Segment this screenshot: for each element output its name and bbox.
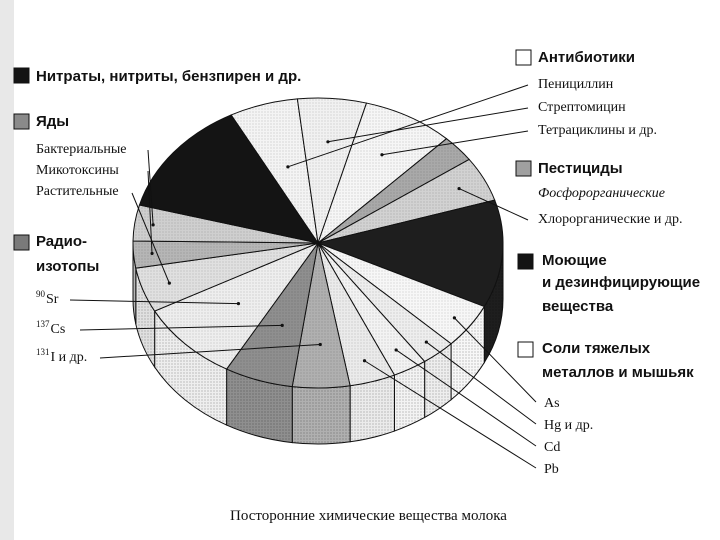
legend-sub-hg: Hg и др.: [544, 418, 594, 433]
scan-edge: [0, 0, 14, 540]
chart-title: Посторонние химические вещества молока: [230, 508, 507, 524]
legend-swatch-detergents: [518, 254, 533, 269]
leader-dot-7: [168, 282, 171, 285]
legend-sub-cs137: $^{137}$Cs: [36, 319, 66, 337]
leader-dot-4: [457, 187, 460, 190]
legend-sub-mycotoxins: Микотоксины: [36, 163, 119, 178]
legend-sub-cd: Cd: [544, 440, 561, 455]
legend-label-pesticides: Пестициды: [538, 160, 623, 177]
legend-sub-sr90: $^{90}$Sr: [36, 289, 59, 307]
leader-dot-9: [281, 324, 284, 327]
legend-label-detergents-3: вещества: [542, 298, 614, 315]
legend-label-detergents-2: и дезинфицирующие: [542, 274, 701, 291]
legend-label-detergents-1: Моющие: [542, 252, 607, 269]
leader-dot-6: [150, 252, 153, 255]
legend-swatch-heavy-metals: [518, 342, 533, 357]
legend-sub-bacterial: Бактериальные: [36, 142, 127, 157]
legend-sub-i131: $^{131}$I и др.: [36, 347, 88, 365]
legend-sub-pb: Pb: [544, 462, 559, 477]
leader-dot-8: [237, 302, 240, 305]
legend-sub-as: As: [544, 396, 560, 411]
legend-sub-penicillin: Пенициллин: [538, 77, 614, 92]
legend-swatch-antibiotics: [516, 50, 531, 65]
legend-sub-tetracyclines: Тетрациклины и др.: [538, 123, 658, 138]
legend-sub-organochlorine: Хлорорганические и др.: [538, 212, 683, 227]
leader-dot-3: [380, 153, 383, 156]
legend-label-nitrates: Нитраты, нитриты, бензпирен и др.: [36, 68, 302, 85]
legend-label-isotopes: изотопы: [36, 258, 100, 275]
leader-dot-5: [152, 223, 155, 226]
legend-sub-plant: Растительные: [36, 184, 119, 199]
leader-dot-14: [363, 359, 366, 362]
legend-swatch-nitrates: [14, 68, 29, 83]
legend-label-antibiotics: Антибиотики: [538, 49, 636, 66]
pie-side-shade-11: [292, 386, 350, 444]
legend-label-poisons: Яды: [36, 113, 70, 130]
legend-label-heavy-metals-1: Соли тяжелых: [542, 340, 651, 357]
leader-dot-12: [425, 340, 428, 343]
leader-dot-13: [395, 348, 398, 351]
leader-dot-11: [453, 316, 456, 319]
legend-sub-streptomycin: Стрептомицин: [538, 100, 626, 115]
legend-sub-organophosphorus: Фосфорорганические: [538, 186, 665, 201]
legend-swatch-pesticides: [516, 161, 531, 176]
legend-label-heavy-metals-2: металлов и мышьяк: [542, 364, 694, 381]
leader-dot-1: [286, 165, 289, 168]
legend-swatch-radioisotopes: [14, 235, 29, 250]
leader-dot-2: [326, 140, 329, 143]
legend-label-radio: Радио-: [36, 233, 88, 250]
legend-swatch-poisons: [14, 114, 29, 129]
leader-dot-10: [319, 343, 322, 346]
